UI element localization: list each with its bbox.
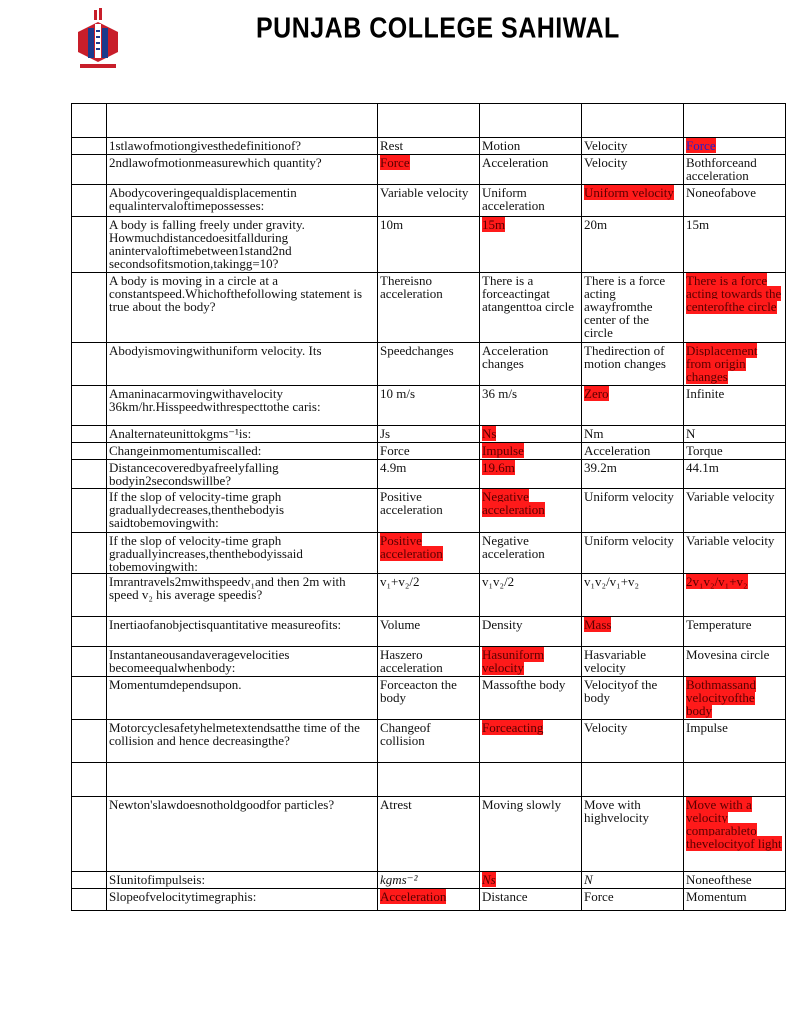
option-text: Acceleration <box>482 155 549 170</box>
option-text: 10 m/s <box>380 386 416 401</box>
option-text: 36 m/s <box>482 386 518 401</box>
option-cell <box>582 426 684 443</box>
question-cell: Distancecoveredbyafreelyfalling bodyin2secondswillbe? <box>107 460 378 489</box>
option-text: Force <box>380 443 410 458</box>
option-cell <box>480 763 582 797</box>
option-cell <box>582 617 684 647</box>
option-cell <box>582 763 684 797</box>
option-cell <box>684 647 786 677</box>
option-text: Thedirection of motion changes <box>584 343 666 371</box>
option-text: Velocity <box>584 720 628 735</box>
table-row <box>72 617 786 647</box>
row-number-cell <box>72 533 107 574</box>
option-text: Uniform acceleration <box>482 185 545 213</box>
question-cell: SIunitofimpulseis: <box>107 872 378 889</box>
option-text: Noneofthese <box>686 872 752 887</box>
option-cell <box>582 185 684 217</box>
question-cell <box>107 763 378 797</box>
option-text: 4.9m <box>380 460 407 475</box>
question-cell: Abodyismovingwithuniform velocity. Its <box>107 343 378 386</box>
question-cell: If the slop of velocity-time graph graduallydecreases,thenthebodyis saidtobemovingwith: <box>107 489 378 533</box>
option-cell <box>582 677 684 720</box>
table-row <box>72 677 786 720</box>
row-number-cell <box>72 797 107 872</box>
option-text: Acceleration changes <box>482 343 549 371</box>
option-text: Js <box>380 426 391 441</box>
row-number-cell <box>72 155 107 185</box>
question-cell: Abodycoveringequaldisplacementin equalintervaloftimepossesses: <box>107 185 378 217</box>
correct-answer-highlight: Hasuniform velocity <box>482 647 545 675</box>
option-cell <box>378 217 480 273</box>
row-number-cell <box>72 343 107 386</box>
option-cell <box>378 460 480 489</box>
option-text: Thereisno acceleration <box>380 273 443 301</box>
option-text: Forceacton the body <box>380 677 457 705</box>
question-cell: Imrantravels2mwithspeedv₁and then 2m with speed v₂ his average speedis? <box>107 574 378 617</box>
option-cell <box>582 273 684 343</box>
correct-answer-highlight: 19.6m <box>482 460 515 475</box>
table-row <box>72 443 786 460</box>
option-text: Positive acceleration <box>380 489 443 517</box>
table-row <box>72 343 786 386</box>
option-cell <box>684 104 786 138</box>
question-cell: 2ndlawofmotionmeasurewhich quantity? <box>107 155 378 185</box>
option-cell <box>684 273 786 343</box>
option-text: Distance <box>482 889 528 904</box>
option-cell <box>684 443 786 460</box>
question-cell: A body is falling freely under gravity. Howmuchdistancedoesitfallduring anintervaloftimebetween1stand2nd secondsofitsmotion,takingg=10? <box>107 217 378 273</box>
table-row <box>72 533 786 574</box>
option-text: v₁v₂/2 <box>482 574 515 589</box>
row-number-cell <box>72 872 107 889</box>
option-cell <box>378 273 480 343</box>
correct-answer-highlight: Uniform velocity <box>584 185 674 200</box>
option-cell <box>378 426 480 443</box>
option-cell <box>480 138 582 155</box>
option-cell <box>480 273 582 343</box>
option-cell <box>582 443 684 460</box>
option-cell <box>582 138 684 155</box>
table-row <box>72 889 786 911</box>
option-text: Uniform velocity <box>584 489 674 504</box>
option-cell <box>582 574 684 617</box>
college-logo-icon <box>76 8 120 70</box>
option-text: 39.2m <box>584 460 617 475</box>
option-cell <box>684 889 786 911</box>
correct-answer-highlight: Ns <box>482 872 496 887</box>
option-cell <box>480 533 582 574</box>
option-cell <box>582 217 684 273</box>
row-number-cell <box>72 763 107 797</box>
row-number-cell <box>72 460 107 489</box>
option-text: Motion <box>482 138 521 153</box>
correct-answer-highlight: Negative acceleration <box>482 489 545 517</box>
correct-answer-highlight: Impulse <box>482 443 524 458</box>
option-text: Infinite <box>686 386 725 401</box>
correct-answer-highlight: Ns <box>482 426 497 441</box>
row-number-cell <box>72 647 107 677</box>
option-text: Bothforceand acceleration <box>686 155 757 183</box>
option-cell <box>684 489 786 533</box>
option-cell <box>480 386 582 426</box>
option-text: Momentum <box>686 889 747 904</box>
option-cell <box>582 104 684 138</box>
option-text: Force <box>584 889 614 904</box>
option-cell <box>684 185 786 217</box>
correct-answer-highlight: Acceleration <box>380 889 447 904</box>
option-cell <box>582 386 684 426</box>
option-text: 15m <box>686 217 710 232</box>
option-cell <box>480 185 582 217</box>
option-cell <box>480 617 582 647</box>
table-row <box>72 138 786 155</box>
option-cell <box>378 185 480 217</box>
option-cell <box>684 720 786 763</box>
option-text: Density <box>482 617 523 632</box>
option-cell <box>378 763 480 797</box>
option-text: 20m <box>584 217 608 232</box>
option-text: Moving slowly <box>482 797 562 812</box>
question-cell: Analternateunittokgms⁻¹is: <box>107 426 378 443</box>
option-cell <box>582 460 684 489</box>
question-cell: Instantaneousandaveragevelocities becomeequalwhenbody: <box>107 647 378 677</box>
option-cell <box>378 647 480 677</box>
mcq-table <box>71 103 786 911</box>
question-cell <box>107 104 378 138</box>
option-cell <box>684 797 786 872</box>
option-cell <box>480 797 582 872</box>
option-cell <box>378 104 480 138</box>
option-cell <box>480 647 582 677</box>
question-cell: Amaninacarmovingwithavelocity 36km/hr.Hisspeedwithrespecttothe caris: <box>107 386 378 426</box>
option-cell <box>480 720 582 763</box>
correct-answer-highlight: Displacement from origin changes <box>686 343 758 384</box>
option-cell <box>480 489 582 533</box>
correct-answer-highlight: Forceacting <box>482 720 544 735</box>
option-text: Move with highvelocity <box>584 797 649 825</box>
option-cell <box>378 155 480 185</box>
option-cell <box>582 343 684 386</box>
table-row <box>72 155 786 185</box>
question-cell: A body is moving in a circle at a constantspeed.Whichofthefollowing statement is true about the body? <box>107 273 378 343</box>
table-row <box>72 426 786 443</box>
correct-answer-highlight: Positive acceleration <box>380 533 443 561</box>
option-cell <box>582 155 684 185</box>
option-cell <box>378 720 480 763</box>
option-text: 44.1m <box>686 460 719 475</box>
option-text: Torque <box>686 443 723 458</box>
option-cell <box>582 489 684 533</box>
question-cell: Momentumdependsupon. <box>107 677 378 720</box>
option-text: Volume <box>380 617 421 632</box>
row-number-cell <box>72 138 107 155</box>
option-text: Impulse <box>686 720 728 735</box>
row-number-cell <box>72 889 107 911</box>
option-cell <box>378 617 480 647</box>
option-cell <box>480 460 582 489</box>
question-cell: If the slop of velocity-time graph graduallyincreases,thenthebodyissaid tobemovingwith: <box>107 533 378 574</box>
option-cell <box>480 343 582 386</box>
question-cell: Slopeofvelocitytimegraphis: <box>107 889 378 911</box>
row-number-cell <box>72 386 107 426</box>
option-cell <box>582 872 684 889</box>
row-number-cell <box>72 574 107 617</box>
option-text: Hasvariable velocity <box>584 647 647 675</box>
question-cell: Newton'slawdoesnotholdgoodfor particles? <box>107 797 378 872</box>
option-cell <box>378 574 480 617</box>
option-cell <box>378 889 480 911</box>
option-cell <box>684 677 786 720</box>
option-cell <box>684 574 786 617</box>
option-text: N <box>584 872 593 887</box>
correct-answer-highlight: Mass <box>584 617 612 632</box>
option-text: Velocity <box>584 138 628 153</box>
option-cell <box>582 720 684 763</box>
table-row <box>72 647 786 677</box>
row-number-cell <box>72 720 107 763</box>
option-text: Negative acceleration <box>482 533 545 561</box>
row-number-cell <box>72 677 107 720</box>
option-cell <box>378 797 480 872</box>
option-cell <box>582 647 684 677</box>
option-cell <box>582 889 684 911</box>
option-text: Atrest <box>380 797 412 812</box>
table-row <box>72 489 786 533</box>
option-text: Rest <box>380 138 404 153</box>
option-cell <box>582 533 684 574</box>
table-row <box>72 273 786 343</box>
option-text: Noneofabove <box>686 185 757 200</box>
question-cell: Motorcyclesafetyhelmetextendsatthe time of the collision and hence decreasingthe? <box>107 720 378 763</box>
table-row <box>72 763 786 797</box>
table-row <box>72 720 786 763</box>
option-text: There is a forceactingat atangenttoa circle <box>482 273 575 314</box>
option-cell <box>378 677 480 720</box>
option-cell <box>684 343 786 386</box>
row-number-cell <box>72 273 107 343</box>
table-row <box>72 797 786 872</box>
option-text: Temperature <box>686 617 752 632</box>
correct-answer-highlight: Bothmassand velocityofthe body <box>686 677 757 718</box>
table-row <box>72 872 786 889</box>
option-text: Variable velocity <box>380 185 469 200</box>
row-number-cell <box>72 185 107 217</box>
option-text: v₁+v₂/2 <box>380 574 420 589</box>
option-cell <box>684 763 786 797</box>
option-text: Massofthe body <box>482 677 566 692</box>
option-cell <box>684 217 786 273</box>
correct-answer-highlight: Force <box>380 155 410 170</box>
option-cell <box>378 443 480 460</box>
option-cell <box>378 343 480 386</box>
option-cell <box>378 138 480 155</box>
option-cell <box>378 489 480 533</box>
question-cell: Changeinmomentumiscalled: <box>107 443 378 460</box>
option-cell <box>480 677 582 720</box>
option-text: Nm <box>584 426 604 441</box>
correct-answer-highlight: Move with a velocity comparableto thevelocityof light <box>686 797 782 851</box>
option-cell <box>480 889 582 911</box>
option-cell <box>480 872 582 889</box>
option-cell <box>684 155 786 185</box>
row-number-cell <box>72 426 107 443</box>
option-text: Speedchanges <box>380 343 454 358</box>
option-cell <box>684 460 786 489</box>
option-cell <box>378 872 480 889</box>
correct-answer-highlight: Force <box>686 138 716 153</box>
correct-answer-highlight: 2v₁v₂/v₁+v₂ <box>686 574 748 589</box>
option-text: N <box>686 426 696 441</box>
option-text: Velocity <box>584 155 628 170</box>
option-cell <box>684 386 786 426</box>
option-text: Uniform velocity <box>584 533 674 548</box>
option-text: 10m <box>380 217 404 232</box>
option-text: Velocityof the body <box>584 677 658 705</box>
table-row <box>72 574 786 617</box>
row-number-cell <box>72 617 107 647</box>
option-cell <box>378 386 480 426</box>
question-cell: 1stlawofmotiongivesthedefinitionof? <box>107 138 378 155</box>
question-cell: Inertiaofanobjectisquantitative measureofits: <box>107 617 378 647</box>
option-text: Haszero acceleration <box>380 647 443 675</box>
option-cell <box>480 443 582 460</box>
option-cell <box>480 104 582 138</box>
table-row <box>72 185 786 217</box>
option-text: Movesina circle <box>686 647 770 662</box>
row-number-cell <box>72 217 107 273</box>
table-row <box>72 104 786 138</box>
option-text: Variable velocity <box>686 489 775 504</box>
option-cell <box>684 872 786 889</box>
option-cell <box>480 574 582 617</box>
option-text: v₁v₂/v₁+v₂ <box>584 574 640 589</box>
option-text: Variable velocity <box>686 533 775 548</box>
option-cell <box>582 797 684 872</box>
row-number-cell <box>72 104 107 138</box>
option-text: Acceleration <box>584 443 651 458</box>
option-text: There is a force acting awayfromthe center of the circle <box>584 273 666 340</box>
option-cell <box>684 617 786 647</box>
table-row <box>72 460 786 489</box>
option-cell <box>684 138 786 155</box>
option-text: kgms⁻² <box>380 872 418 887</box>
option-cell <box>684 533 786 574</box>
option-text: Changeof collision <box>380 720 431 748</box>
table-row <box>72 217 786 273</box>
correct-answer-highlight: There is a force acting towards the centerofthe circle <box>686 273 782 314</box>
option-cell <box>378 533 480 574</box>
correct-answer-highlight: Zero <box>584 386 609 401</box>
row-number-cell <box>72 489 107 533</box>
option-cell <box>684 426 786 443</box>
table-row <box>72 386 786 426</box>
option-cell <box>480 155 582 185</box>
row-number-cell <box>72 443 107 460</box>
option-cell <box>480 217 582 273</box>
correct-answer-highlight: 15m <box>482 217 506 232</box>
option-cell <box>480 426 582 443</box>
page-title: PUNJAB COLLEGE SAHIWAL <box>256 12 620 45</box>
